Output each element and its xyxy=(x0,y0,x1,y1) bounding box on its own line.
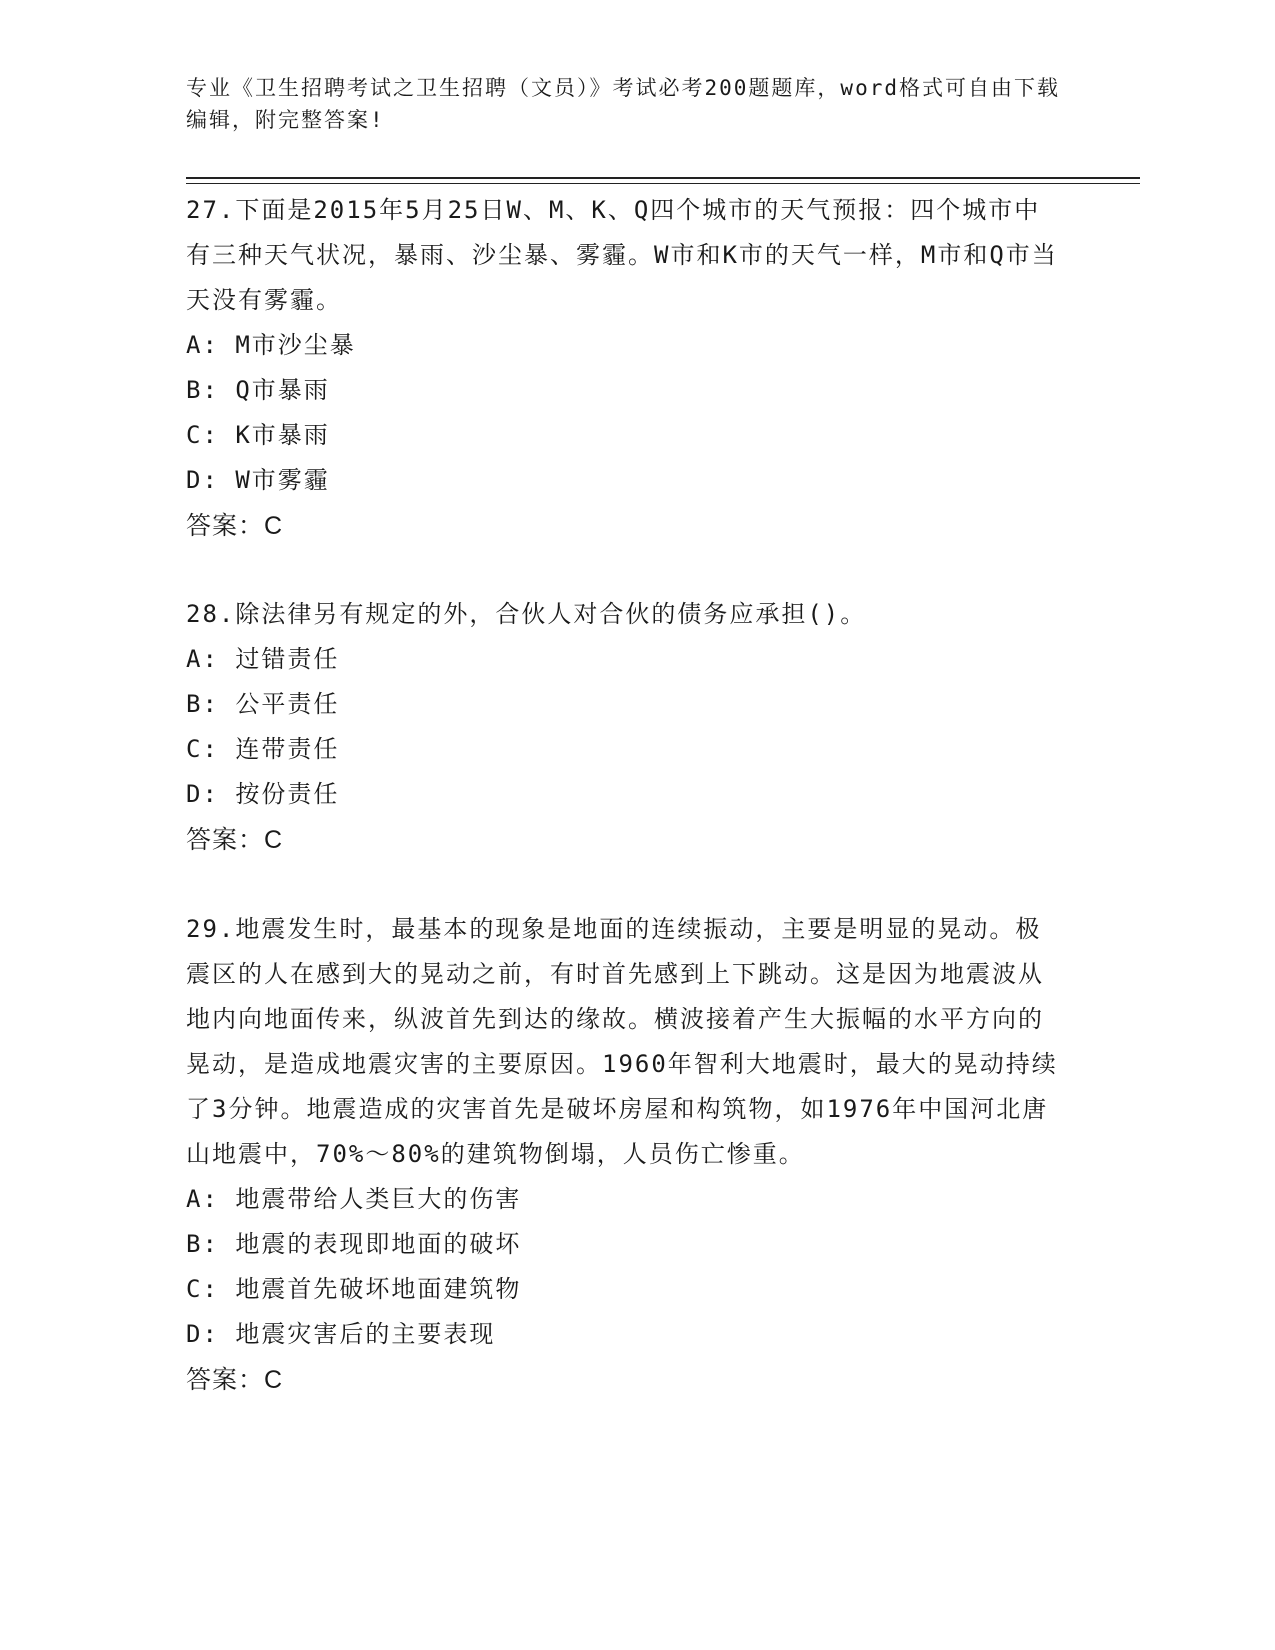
answer-line: 答案：C xyxy=(186,826,284,854)
question-28 xyxy=(186,592,1066,863)
option-d: D: 按份责任 xyxy=(186,780,340,808)
option-d: D: 地震灾害后的主要表现 xyxy=(186,1320,496,1348)
answer-line: 答案：C xyxy=(186,1366,284,1394)
question-stem: 27.下面是2015年5月25日W、M、K、Q四个城市的天气预报：四个城市中有三种天气状况，暴雨、沙尘暴、雾霾。W市和K市的天气一样，M市和Q市当天没有雾霾。 xyxy=(186,196,1058,314)
option-d: D: W市雾霾 xyxy=(186,466,330,494)
option-c: C: 连带责任 xyxy=(186,735,340,763)
question-stem: 28.除法律另有规定的外，合伙人对合伙的债务应承担()。 xyxy=(186,600,867,628)
document-header: 专业《卫生招聘考试之卫生招聘（文员）》考试必考200题题库，word格式可自由下载编辑，附完整答案! xyxy=(186,76,1060,132)
header-divider-thick xyxy=(186,177,1140,179)
option-a: A: 过错责任 xyxy=(186,645,340,673)
option-a: A: M市沙尘暴 xyxy=(186,331,356,359)
option-b: B: 地震的表现即地面的破坏 xyxy=(186,1230,522,1258)
answer-line: 答案：C xyxy=(186,512,284,540)
question-29 xyxy=(186,907,1066,1403)
option-b: B: Q市暴雨 xyxy=(186,376,330,404)
option-c: C: 地震首先破坏地面建筑物 xyxy=(186,1275,522,1303)
question-27 xyxy=(186,188,1066,549)
option-a: A: 地震带给人类巨大的伤害 xyxy=(186,1185,522,1213)
option-b: B: 公平责任 xyxy=(186,690,340,718)
question-stem: 29.地震发生时，最基本的现象是地面的连续振动，主要是明显的晃动。极震区的人在感到大的晃动之前，有时首先感到上下跳动。这是因为地震波从地内向地面传来，纵波首先到达的缘故。横波接着产生大振幅的水平方向的晃动，是造成地震灾害的主要原因。1960年智利大地震时，最大的晃动持续了3分钟。地震造成的灾害首先是破坏房屋和构筑物，如1976年中国河北唐山地震中，70%～80%的建筑物倒塌，人员伤亡惨重。 xyxy=(186,915,1058,1168)
option-c: C: K市暴雨 xyxy=(186,421,330,449)
header-divider-thin xyxy=(186,183,1140,184)
